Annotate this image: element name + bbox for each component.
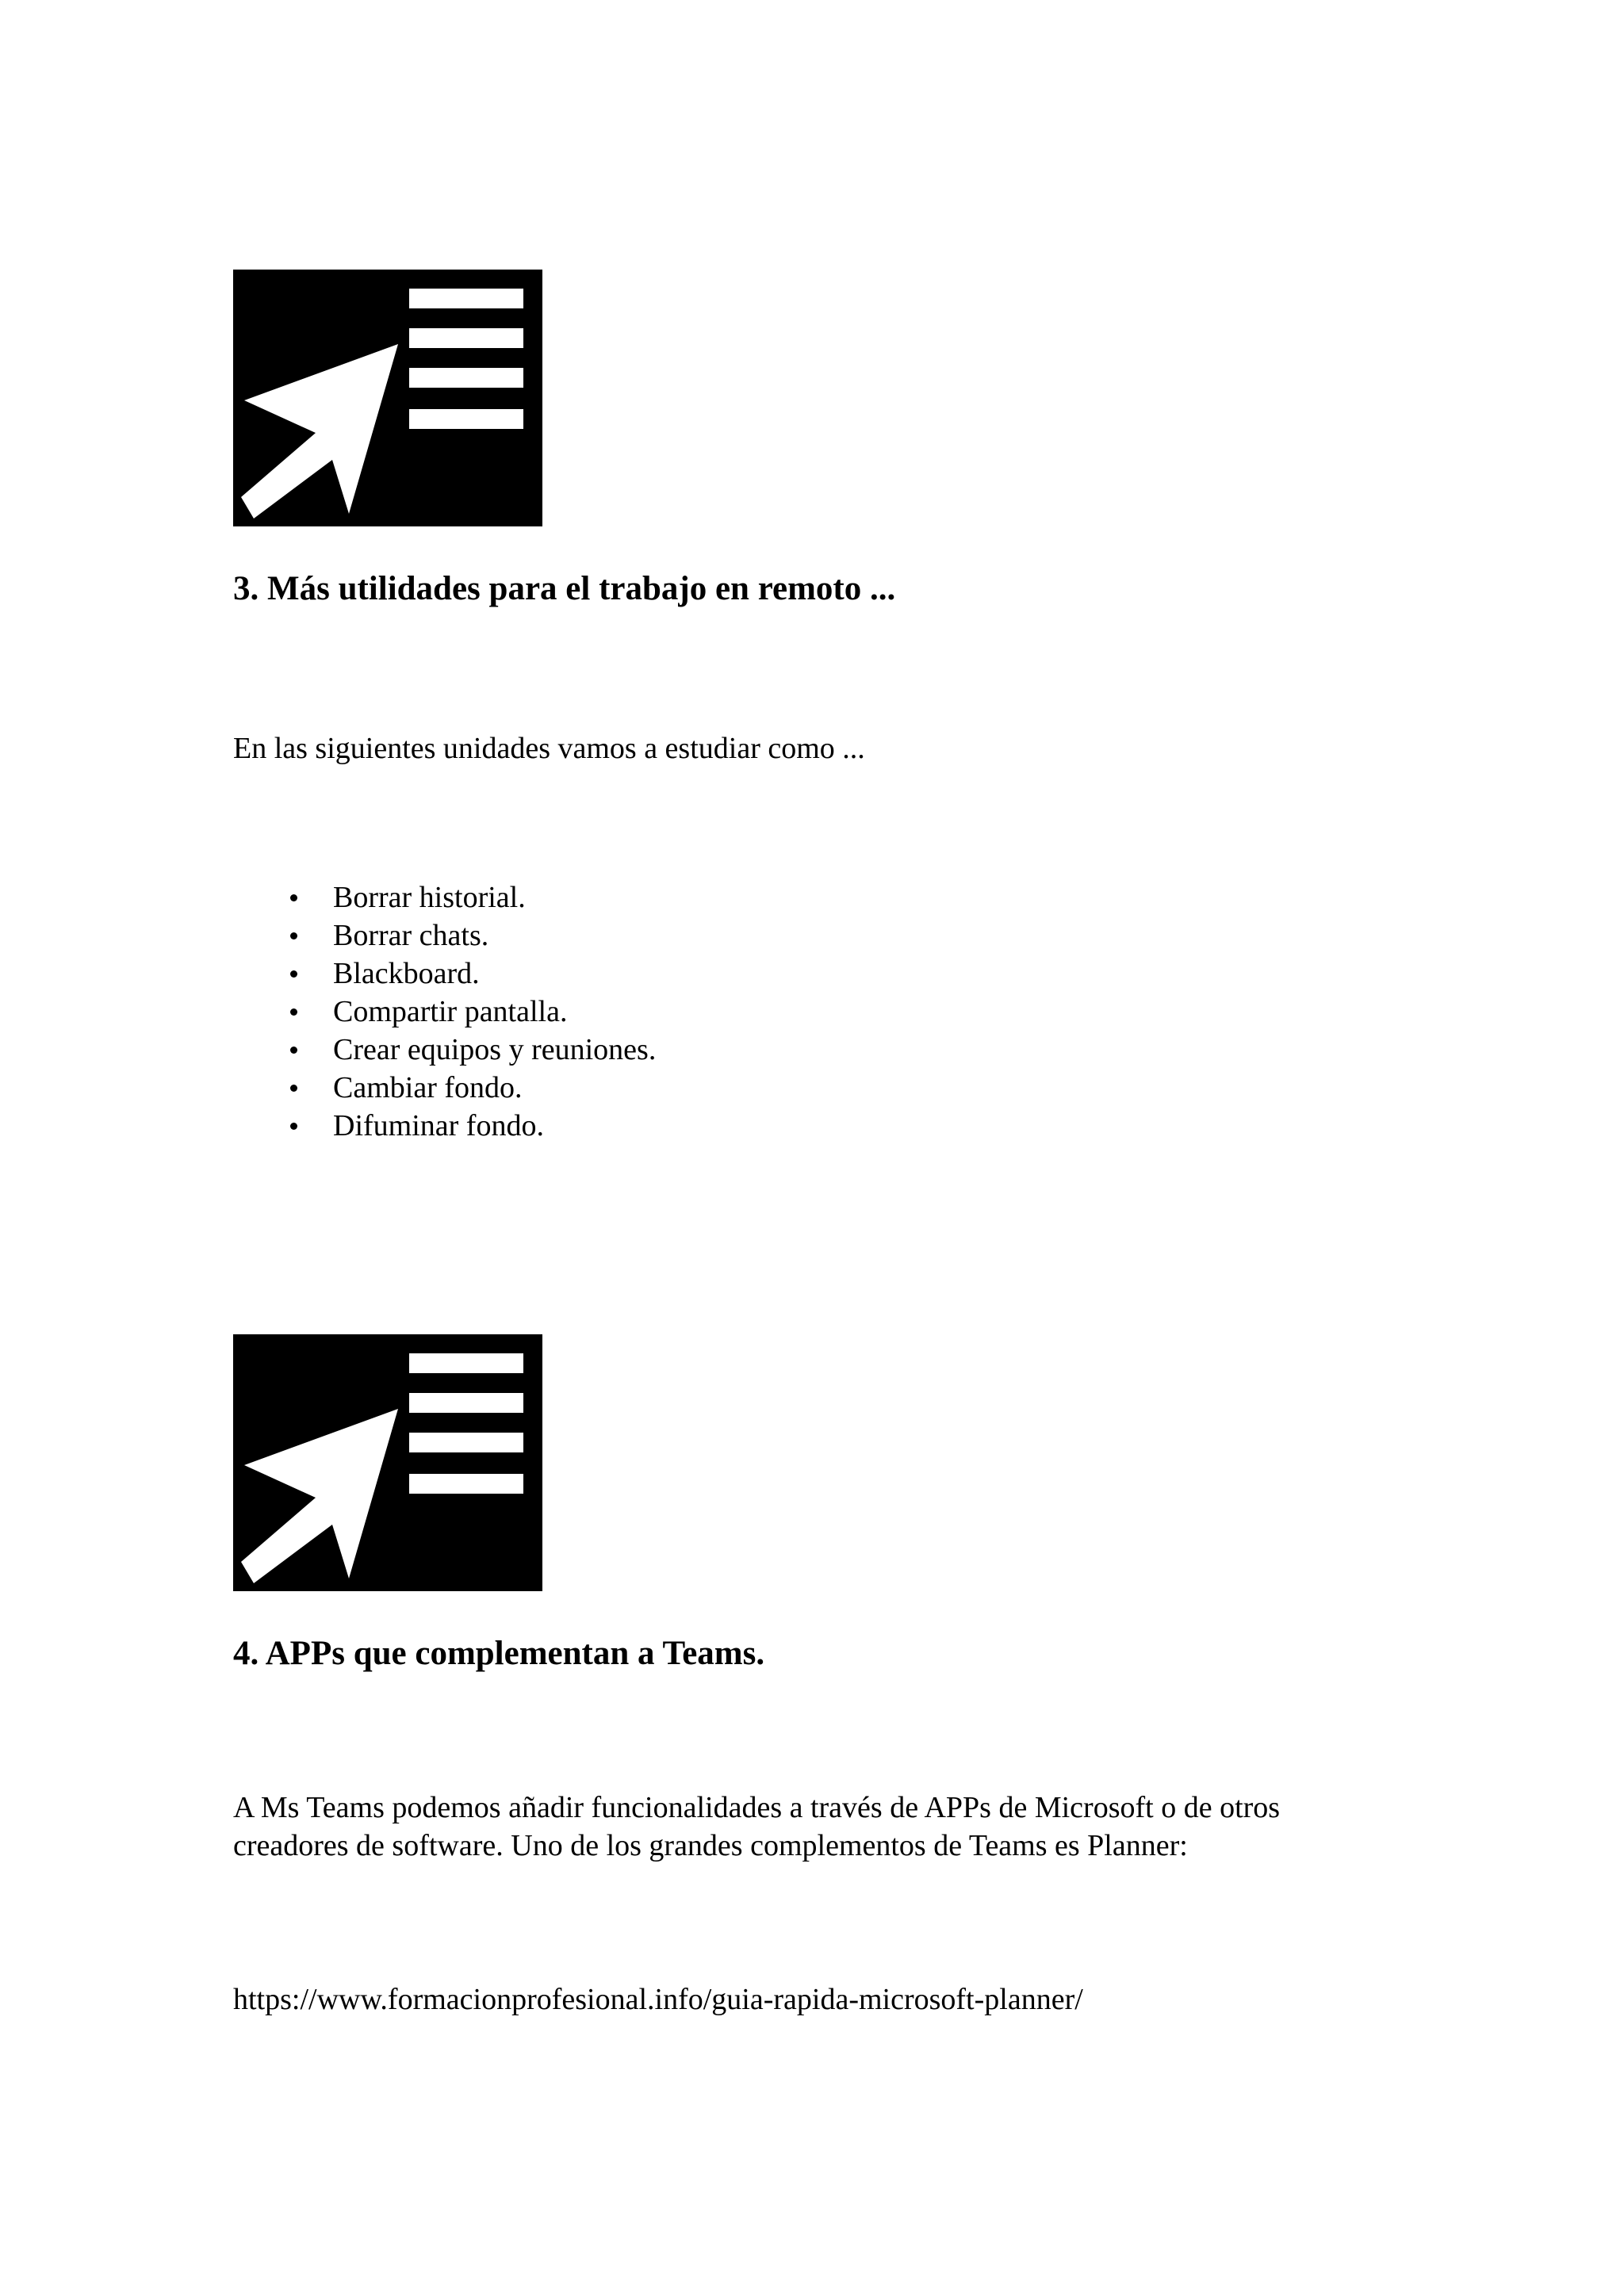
section-3-bullet-list	[233, 878, 656, 1145]
list-item: Crear equipos y reuniones.	[233, 1031, 656, 1069]
bullet-icon	[290, 932, 297, 939]
cursor-menu-icon	[233, 1334, 542, 1591]
list-item: Compartir pantalla.	[233, 993, 656, 1031]
planner-guide-link[interactable]: https://www.formacionprofesional.info/guia-rapida-microsoft-planner/	[233, 1983, 1083, 2016]
list-item: Borrar chats.	[233, 916, 656, 955]
paragraph-line: A Ms Teams podemos añadir funcionalidades a través de APPs de Microsoft o de otros	[233, 1791, 1281, 1824]
bullet-icon	[290, 1123, 297, 1130]
bullet-icon	[290, 1047, 297, 1054]
list-item: Difuminar fondo.	[233, 1107, 656, 1145]
bullet-icon	[290, 970, 297, 978]
list-item: Borrar historial.	[233, 878, 656, 916]
bullet-icon	[290, 1008, 297, 1016]
section-4-heading: 4. APPs que complementan a Teams.	[233, 1635, 765, 1672]
paragraph-line: creadores de software. Uno de los grandes complementos de Teams es Planner:	[233, 1829, 1188, 1862]
section-4-paragraph	[233, 1789, 1423, 1865]
section-3-intro: En las siguientes unidades vamos a estudiar como ...	[233, 732, 865, 765]
bullet-icon	[290, 894, 297, 901]
bullet-icon	[290, 1085, 297, 1092]
list-item: Blackboard.	[233, 955, 656, 993]
section-3-heading: 3. Más utilidades para el trabajo en remoto ...	[233, 570, 896, 607]
list-item: Cambiar fondo.	[233, 1069, 656, 1107]
cursor-menu-icon	[233, 270, 542, 526]
